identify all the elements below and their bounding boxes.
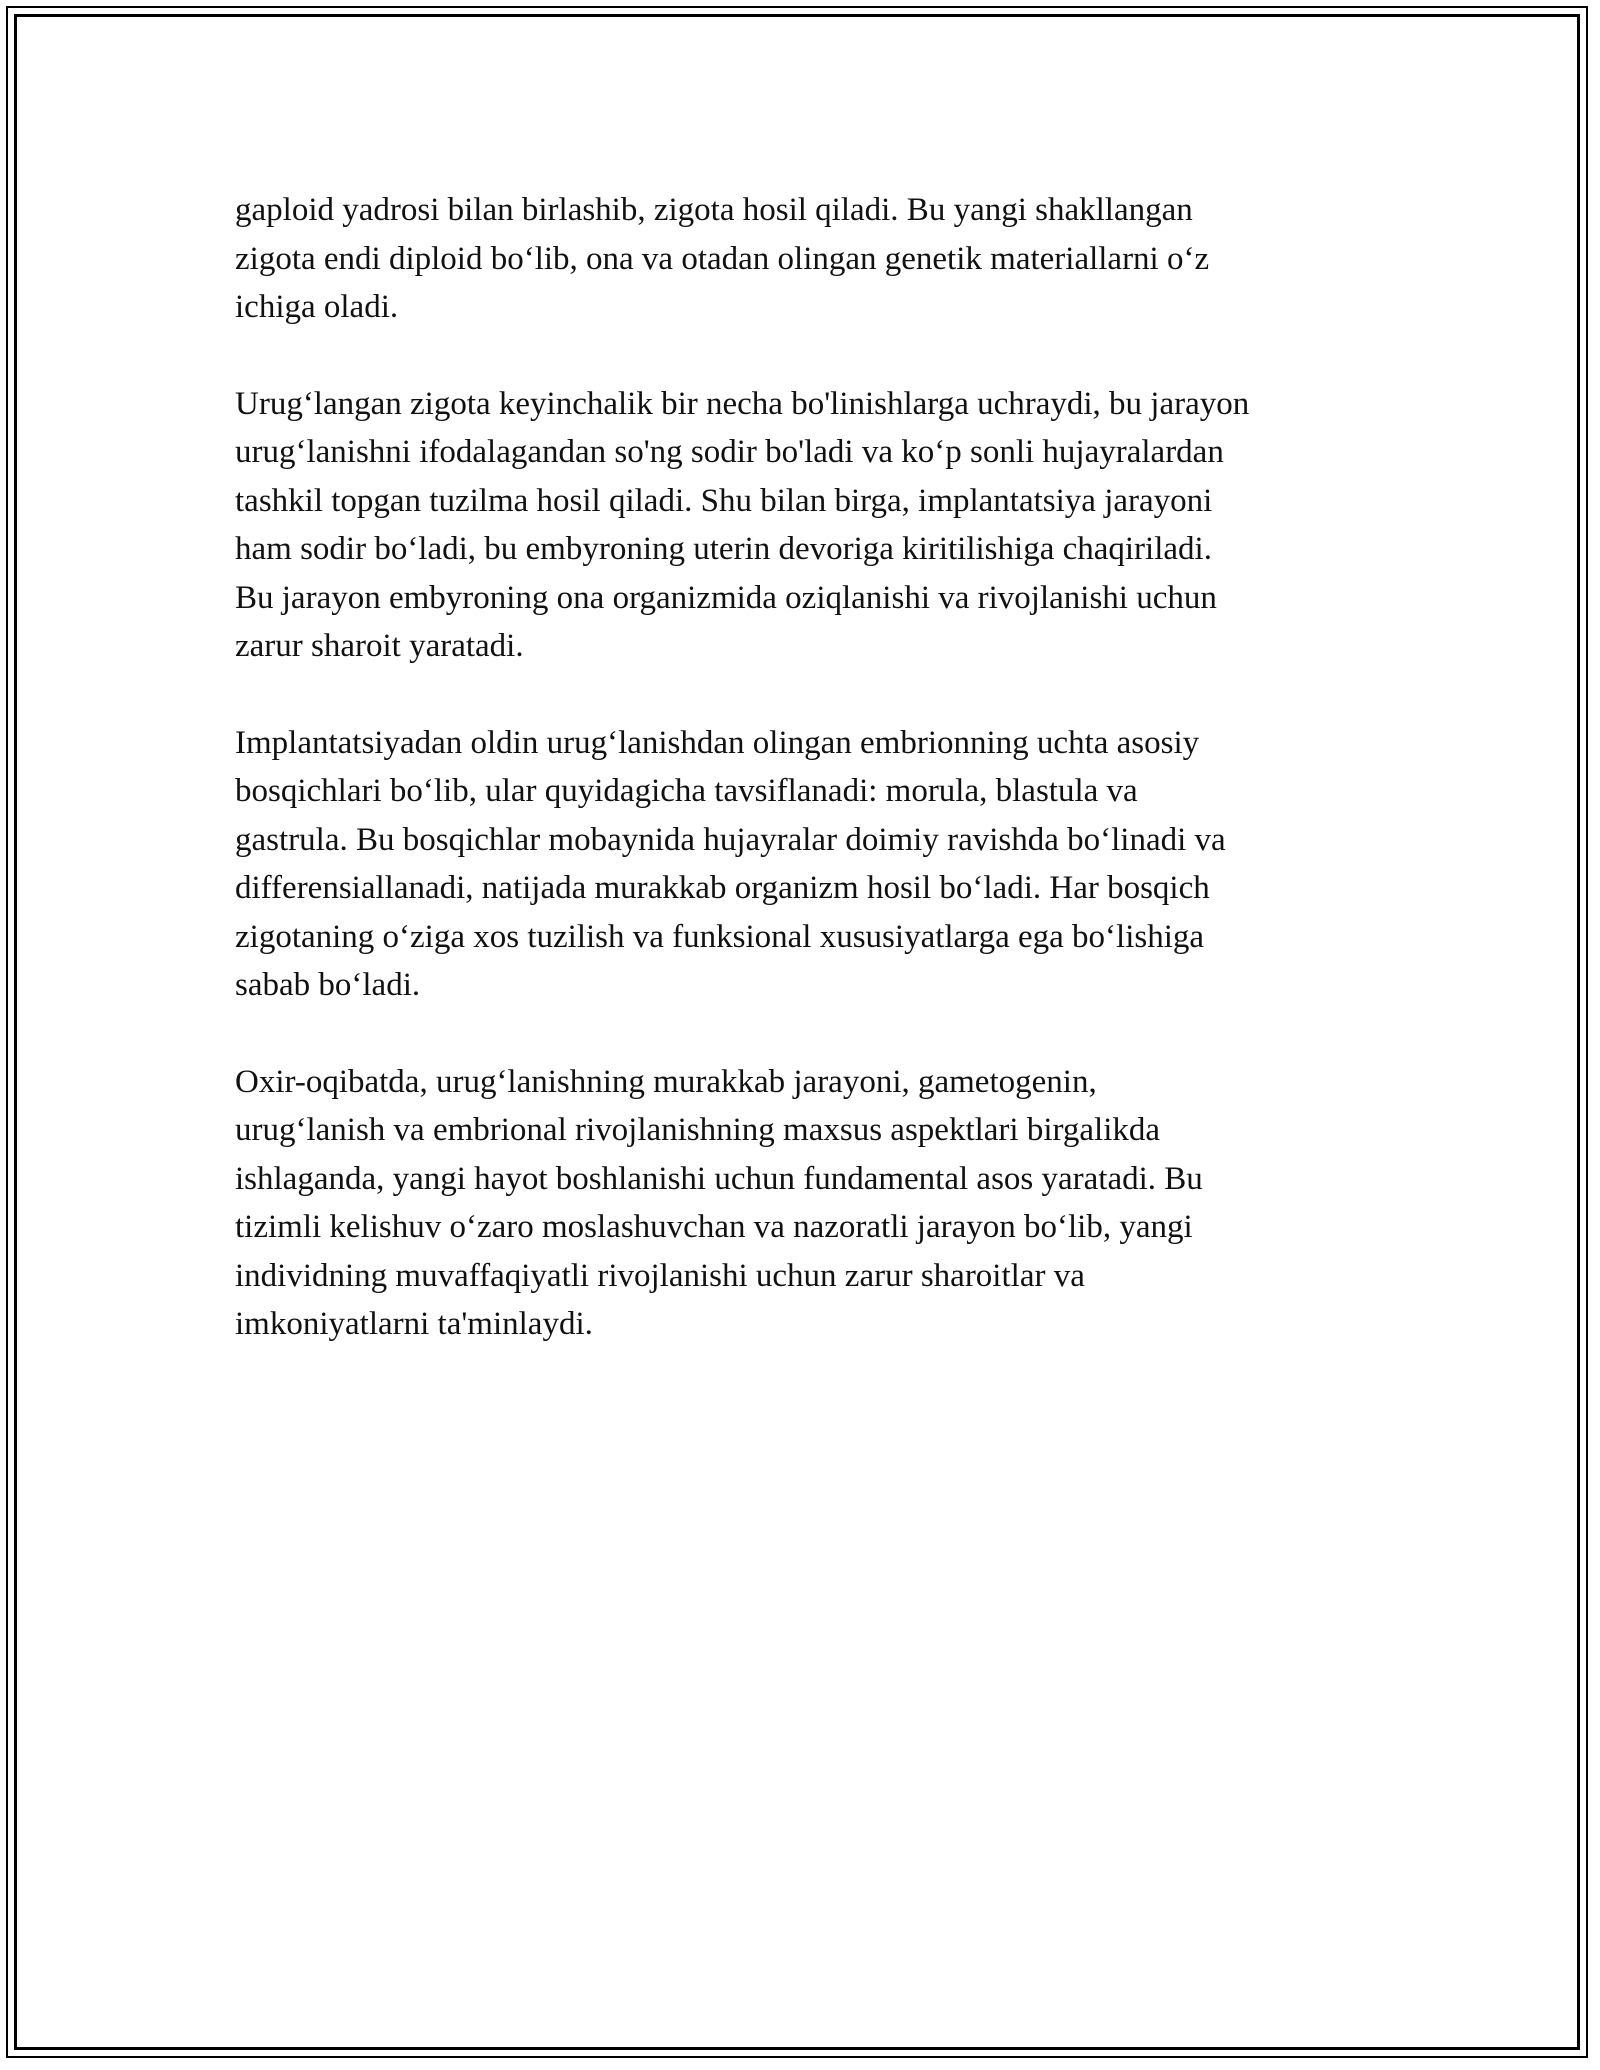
paragraph-4: Oxir-oqibatda, urug‘lanishning murakkab jarayoni, gametogenin, urug‘lanish va embrional rivojlanishning maxsus aspektlari birgalikda ishlaganda, yangi hayot boshlanishi uchun fundamental asos yaratadi. Bu tizimli kelishuv o‘zaro moslashuvchan va nazoratli jarayon bo‘lib, yangi individning muvaffaqiyatli rivojlanishi uchun zarur sharoitlar va imkoniyatlarni ta'minlaydi. [235,1063,1203,1342]
paragraph-1: gaploid yadrosi bilan birlashib, zigota hosil qiladi. Bu yangi shakllangan zigota endi diploid bo‘lib, ona va otadan olingan genetik materiallarni o‘z ichiga oladi. [235,192,1210,325]
paragraph-2: Urug‘langan zigota keyinchalik bir necha bo'linishlarga uchraydi, bu jarayon urug‘lanishni ifodalagandan so'ng sodir bo'ladi va ko‘p sonli hujayralardan tashkil topgan tuzilma hosil qiladi. Shu bilan birga, implantatsiya jarayoni ham sodir bo‘ladi, bu embyroning uterin devoriga kiritilishiga chaqiriladi. Bu jarayon embyroning ona organizmida oziqlanishi va rivojlanishi uchun zarur sharoit yaratadi. [235,385,1250,664]
paragraph-3: Implantatsiyadan oldin urug‘lanishdan olingan embrionning uchta asosiy bosqichlari bo‘lib, ular quyidagicha tavsiflanadi: morula, blastula va gastrula. Bu bosqichlar mobaynida hujayralar doimiy ravishda bo‘linadi va differensiallanadi, natijada murakkab organizm hosil bo‘ladi. Har bosqich zigotaning o‘ziga xos tuzilish va funksional xususiyatlarga ega bo‘lishiga sabab bo‘ladi. [235,724,1226,1003]
document-body [235,186,1385,1397]
